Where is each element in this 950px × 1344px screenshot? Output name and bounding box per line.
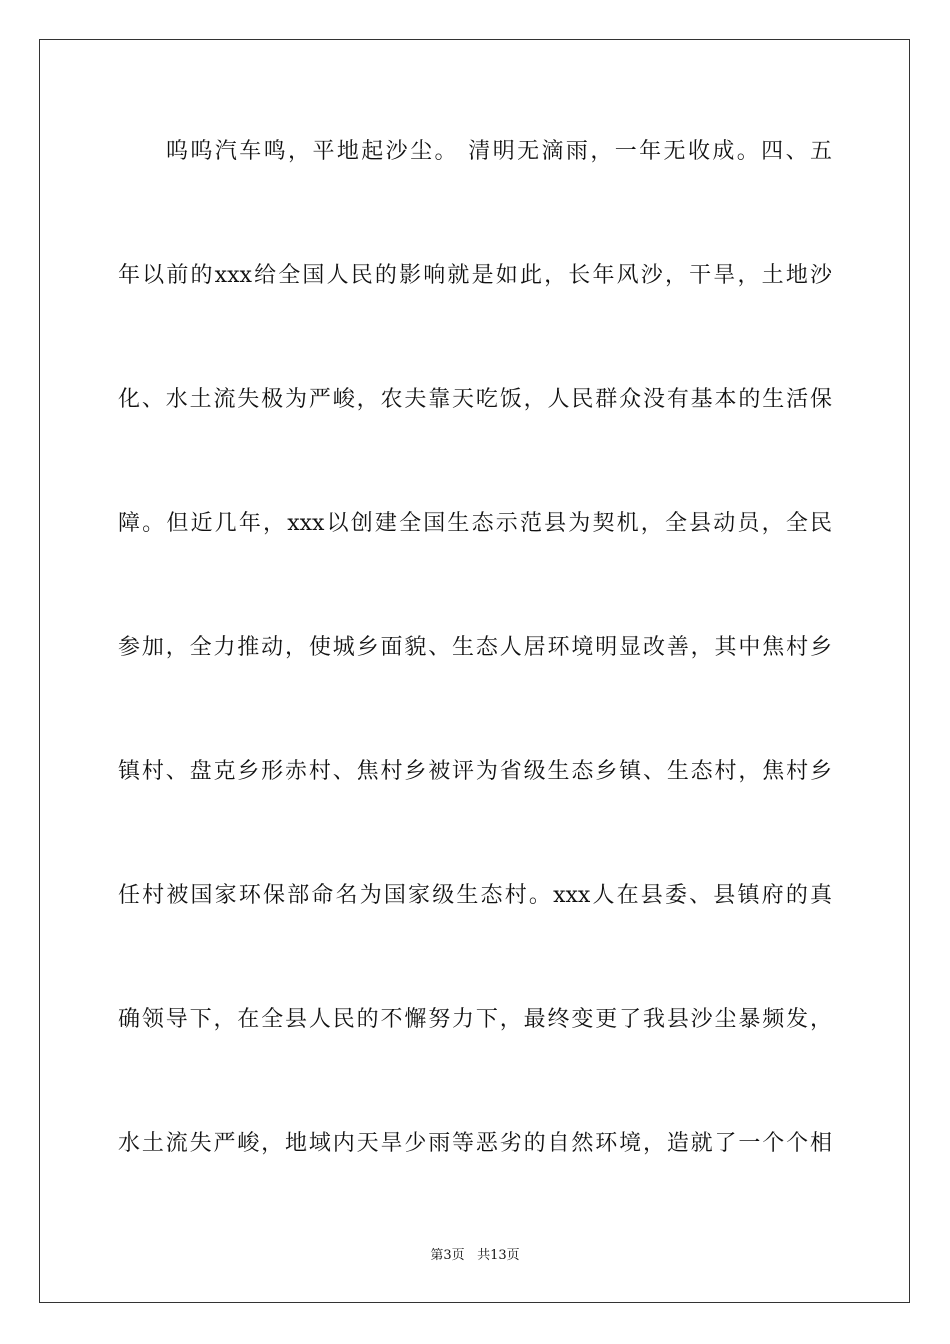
- page-number: 第3页: [430, 1248, 465, 1263]
- body-line-1: 呜呜汽车鸣，平地起沙尘。 清明无滴雨，一年无收成。四、五: [166, 139, 832, 164]
- body-line-2: 年以前的xxx给全国人民的影响就是如此，长年风沙，干旱，土地沙: [118, 263, 832, 288]
- body-line-8: 确领导下，在全县人民的不懈努力下，最终变更了我县沙尘暴频发，: [118, 1007, 832, 1032]
- body-line-7: 任村被国家环保部命名为国家级生态村。xxx人在县委、县镇府的真: [118, 883, 832, 908]
- body-line-6: 镇村、盘克乡形赤村、焦村乡被评为省级生态乡镇、生态村，焦村乡: [118, 759, 832, 784]
- body-line-5: 参加，全力推动，使城乡面貌、生态人居环境明显改善，其中焦村乡: [118, 635, 832, 660]
- page-footer: [0, 1247, 950, 1265]
- body-line-3: 化、水土流失极为严峻，农夫靠天吃饭，人民群众没有基本的生活保: [118, 387, 832, 412]
- body-line-9: 水土流失严峻，地域内天旱少雨等恶劣的自然环境，造就了一个个相: [118, 1131, 832, 1156]
- body-line-4: 障。但近几年，xxx以创建全国生态示范县为契机，全县动员，全民: [118, 511, 832, 536]
- page-total: 共13页: [477, 1248, 520, 1263]
- page-frame: [39, 39, 910, 1303]
